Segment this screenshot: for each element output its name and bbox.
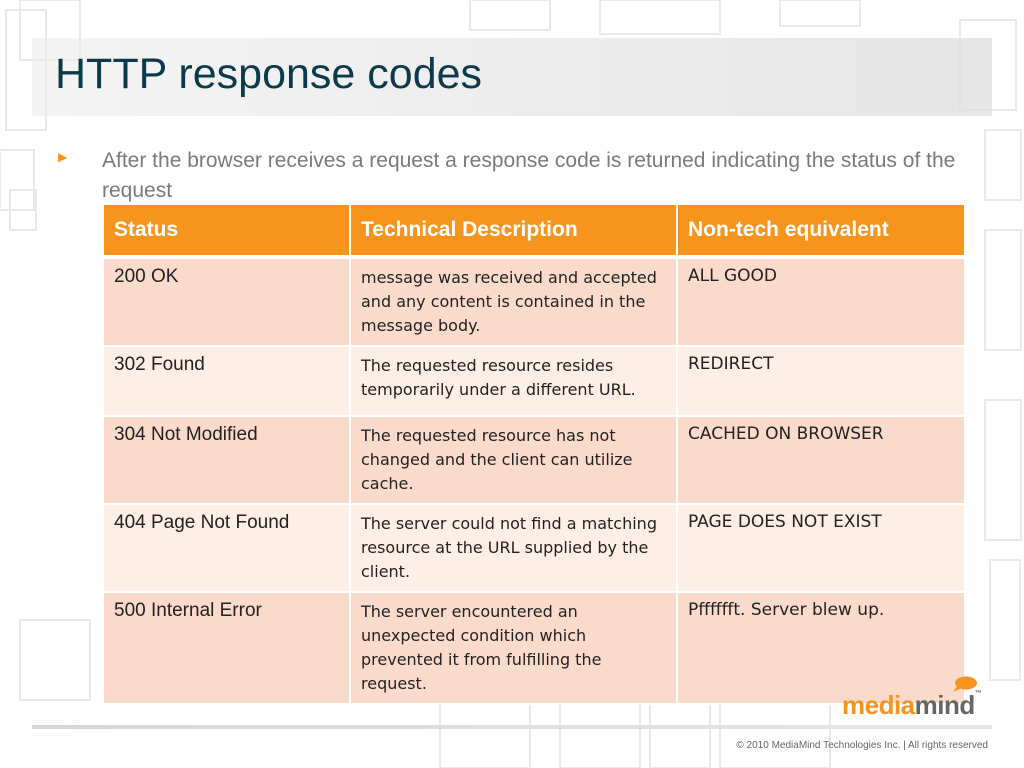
table-row [103, 504, 965, 592]
copyright-text: © 2010 MediaMind Technologies Inc. | All rights reserved [736, 740, 988, 751]
technical-cell: The requested resource resides temporarily under a different URL. [350, 346, 677, 416]
triangle-bullet-icon: ▶ [58, 150, 68, 164]
column-header-status: Status [103, 204, 350, 257]
technical-cell: The server could not find a matching resource at the URL supplied by the client. [350, 504, 677, 592]
status-cell: 304 Not Modified [103, 416, 350, 504]
nontech-cell: Pfffffft. Server blew up. [677, 592, 965, 704]
technical-cell: The requested resource has not changed and the client can utilize cache. [350, 416, 677, 504]
footer-divider [32, 725, 992, 729]
nontech-cell: ALL GOOD [677, 257, 965, 346]
slide-title: HTTP response codes [55, 50, 483, 98]
status-cell: 500 Internal Error [103, 592, 350, 704]
response-codes-table [102, 203, 966, 705]
technical-cell: message was received and accepted and any content is contained in the message body. [350, 257, 677, 346]
logo-media-text: media [842, 690, 915, 720]
nontech-cell: PAGE DOES NOT EXIST [677, 504, 965, 592]
table-row [103, 592, 965, 704]
logo-trademark: ™ [974, 690, 982, 697]
status-cell: 302 Found [103, 346, 350, 416]
table-row [103, 416, 965, 504]
nontech-cell: CACHED ON BROWSER [677, 416, 965, 504]
table-row [103, 257, 965, 346]
technical-cell: The server encountered an unexpected condition which prevented it from fulfilling the request. [350, 592, 677, 704]
table-header-row [103, 204, 965, 257]
mediamind-logo [842, 690, 981, 721]
logo-mind-text: mind [914, 690, 975, 720]
bullet-text: After the browser receives a request a response code is returned indicating the status of the request [102, 149, 956, 202]
column-header-nontech: Non-tech equivalent [677, 204, 965, 257]
status-cell: 200 OK [103, 257, 350, 346]
nontech-cell: REDIRECT [677, 346, 965, 416]
column-header-technical: Technical Description [350, 204, 677, 257]
status-cell: 404 Page Not Found [103, 504, 350, 592]
table-row [103, 346, 965, 416]
